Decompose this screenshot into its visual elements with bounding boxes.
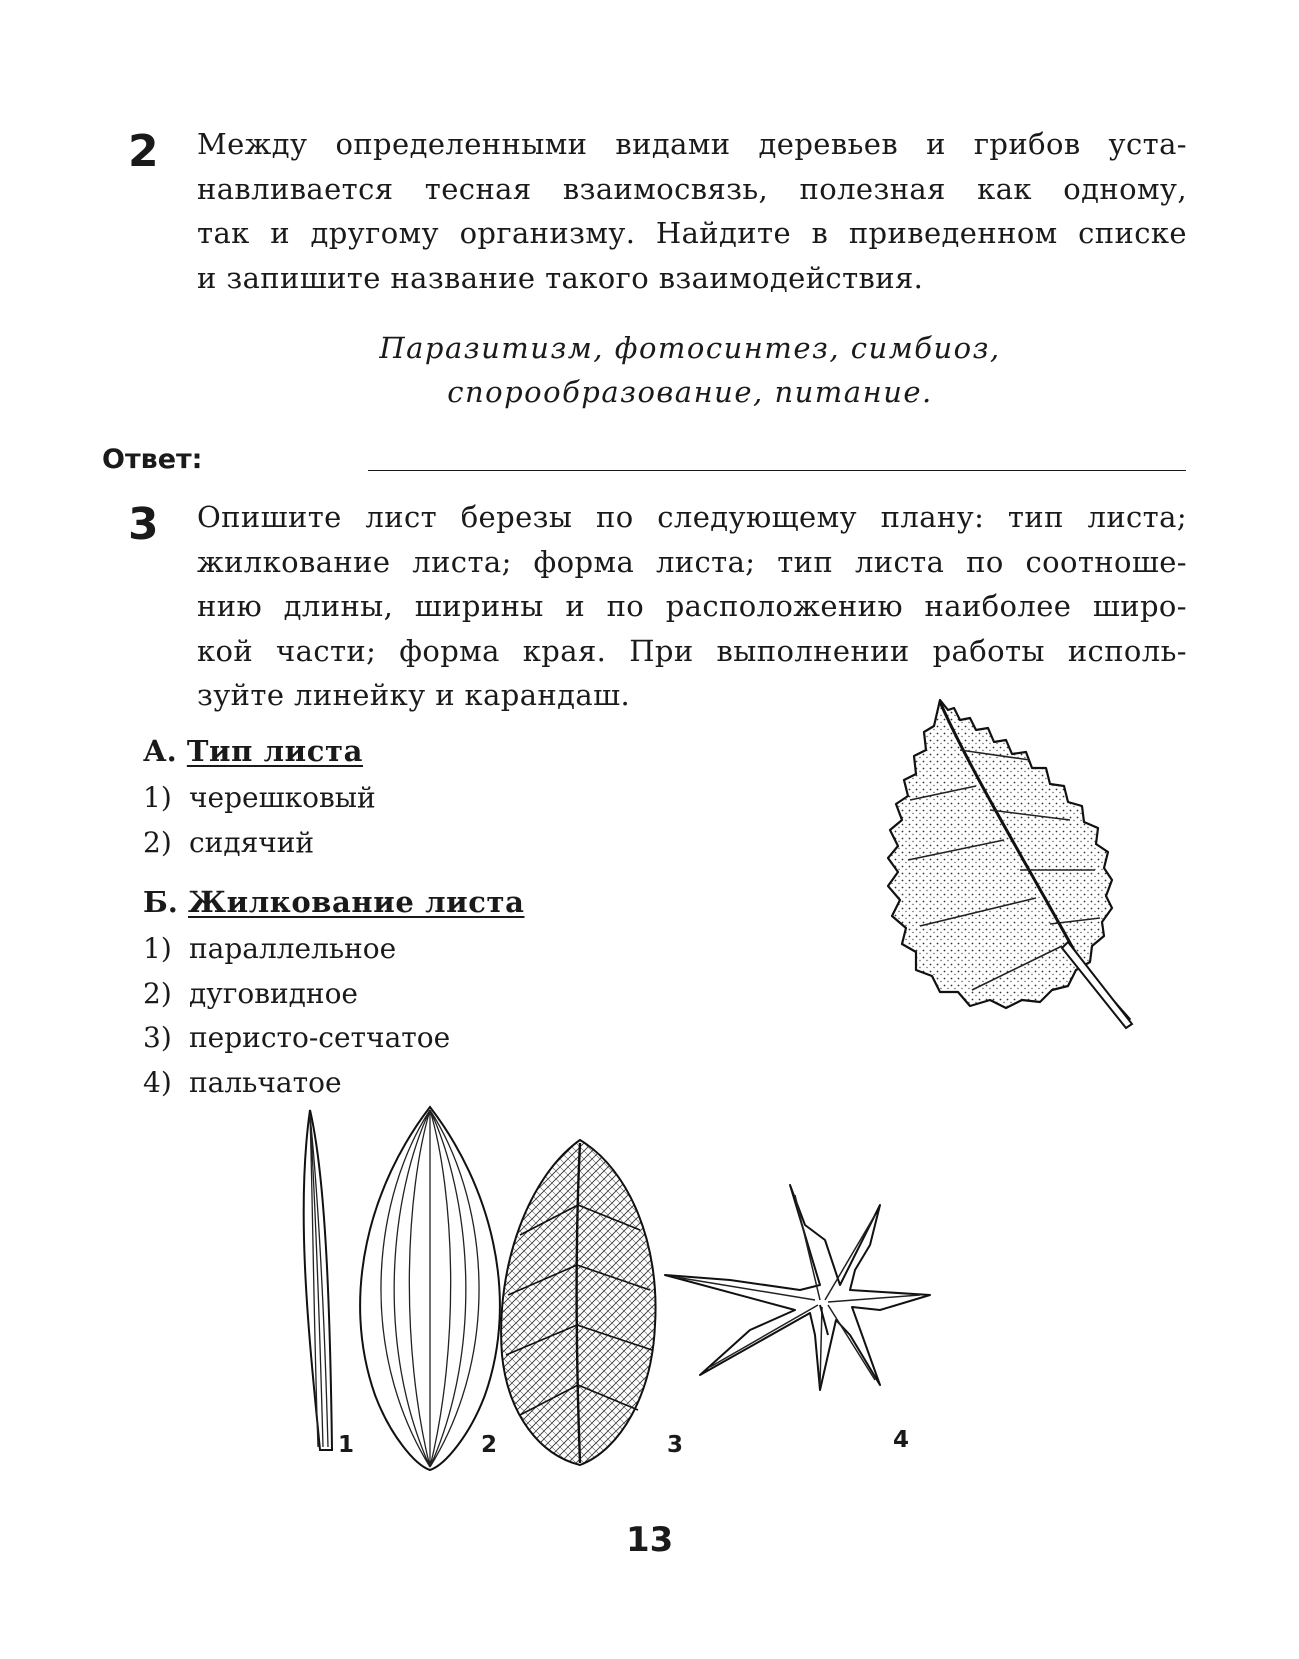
option-text: дуговидное — [189, 976, 358, 1010]
answer-line[interactable] — [368, 470, 1186, 471]
option-item — [143, 821, 376, 866]
task3-line: Опишите лист березы по следующему плану: тип листа; — [197, 500, 1187, 534]
option-text: параллельное — [189, 932, 397, 965]
task3-line: жилкование листа; форма листа; тип листа по соотноше- — [197, 544, 1187, 579]
task2-options-line: Паразитизм, фотосинтез, симбиоз, — [379, 331, 1001, 365]
leaf-figure-palmate — [665, 1185, 930, 1390]
task2-line: так и другому организму. Найдите в приведенном списке — [197, 216, 1187, 250]
task2-option-list — [250, 326, 1130, 414]
option-number: 1) — [143, 781, 172, 814]
task2-line: навливается тесная взаимосвязь, полезная как одному, — [197, 171, 1187, 206]
option-item — [143, 927, 450, 972]
option-number: 2) — [143, 825, 172, 859]
section-b-title: Жилкование листа — [188, 885, 525, 919]
task3-line: зуйте линейку и карандаш. — [197, 678, 631, 712]
task2-number: 2 — [128, 126, 159, 177]
figure-label: 4 — [893, 1427, 910, 1453]
option-number: 4) — [143, 1065, 172, 1099]
task2-line: и запишите название такого взаимодействия. — [197, 260, 924, 295]
figure-label: 1 — [338, 1432, 355, 1458]
option-text: черешковый — [189, 781, 376, 814]
task2-line: Между определенными видами деревьев и грибов уста- — [197, 127, 1187, 161]
venation-figures — [280, 1095, 1000, 1485]
option-number: 3) — [143, 1021, 172, 1054]
task3-line: нию длины, ширины и по расположению наиболее широ- — [197, 589, 1187, 623]
section-b-options — [143, 927, 450, 1105]
option-item — [143, 972, 450, 1017]
option-item — [143, 1016, 450, 1061]
birch-leaf-illustration — [880, 690, 1180, 1050]
section-b-heading — [143, 884, 525, 920]
option-text: сидячий — [189, 825, 315, 859]
section-a-heading — [143, 733, 363, 769]
task3-text — [197, 495, 1187, 718]
task3-line: кой части; форма края. При выполнении работы исполь- — [197, 633, 1187, 668]
option-text: пальчатое — [189, 1065, 342, 1099]
section-a-letter: А. — [143, 734, 177, 768]
section-a-title: Тип листа — [186, 734, 364, 768]
page-number: 13 — [626, 1520, 674, 1560]
leaf-figure-parallel — [304, 1110, 332, 1450]
leaf-figure-pinnate — [501, 1140, 655, 1465]
option-number: 2) — [143, 976, 172, 1010]
leaf-figure-arcuate — [360, 1107, 500, 1470]
task3-number: 3 — [128, 499, 159, 550]
section-a-options — [143, 776, 376, 865]
option-text: перисто-сетчатое — [189, 1021, 451, 1054]
answer-label: Ответ: — [102, 444, 203, 475]
task2-text — [197, 122, 1187, 300]
option-number: 1) — [143, 932, 172, 965]
figure-label: 3 — [667, 1432, 684, 1458]
task2-options-line: спорообразование, питание. — [447, 375, 933, 409]
section-b-letter: Б. — [143, 885, 178, 919]
option-item — [143, 776, 376, 821]
figure-label: 2 — [481, 1432, 498, 1458]
